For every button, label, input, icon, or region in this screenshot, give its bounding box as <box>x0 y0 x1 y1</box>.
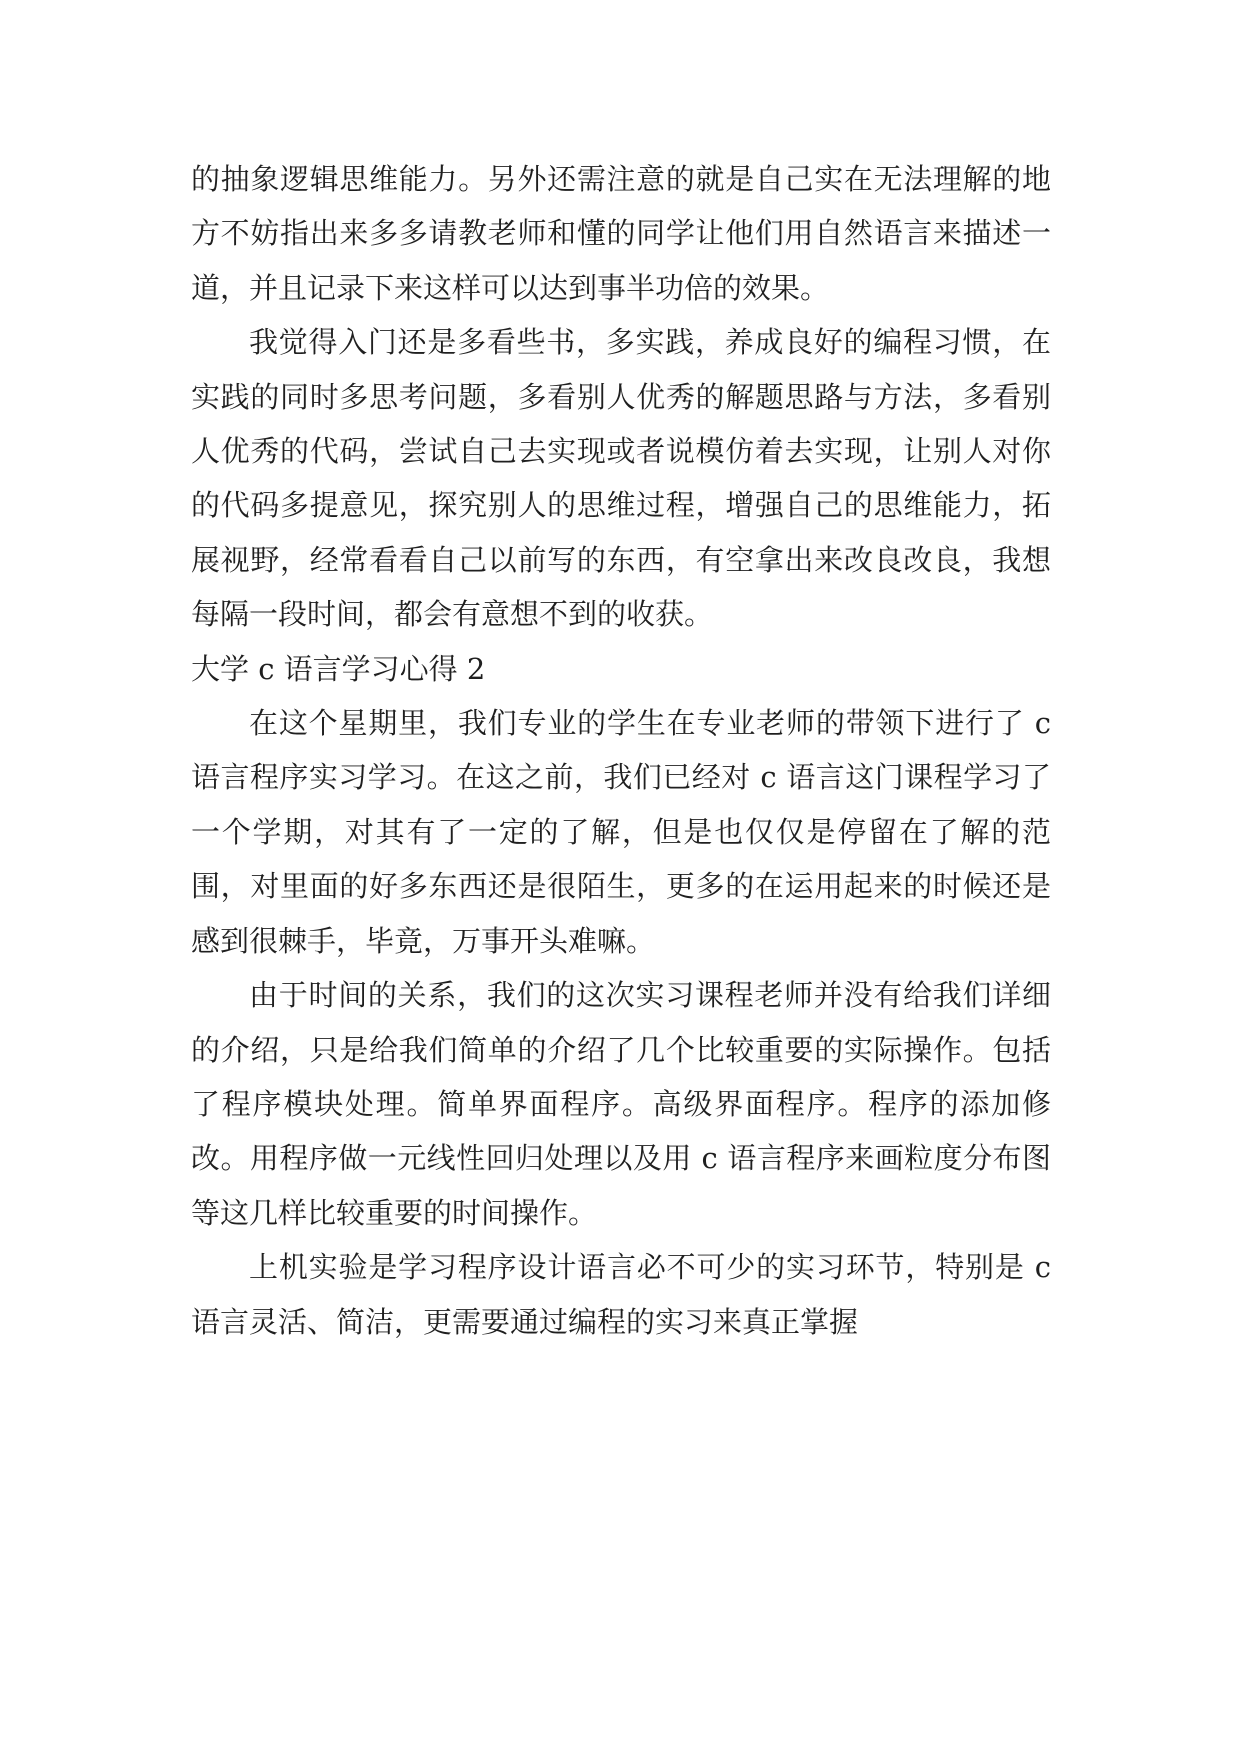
paragraph-4: 由于时间的关系，我们的这次实习课程老师并没有给我们详细的介绍，只是给我们简单的介绍了几个比较重要的实际操作。包括了程序模块处理。简单界面程序。高级界面程序。程序的添加修改。用程序做一元线性回归处理以及用 c 语言程序来画粒度分布图等这几样比较重要的时间操作。 <box>191 978 1051 1230</box>
paragraph-1: 的抽象逻辑思维能力。另外还需注意的就是自己实在无法理解的地方不妨指出来多多请教老师和懂的同学让他们用自然语言来描述一道，并且记录下来这样可以达到事半功倍的效果。 <box>191 162 1051 305</box>
paragraph-5: 上机实验是学习程序设计语言必不可少的实习环节，特别是 c 语言灵活、简洁，更需要通过编程的实习来真正掌握 <box>191 1250 1051 1339</box>
paragraph-2: 我觉得入门还是多看些书，多实践，养成良好的编程习惯，在实践的同时多思考问题，多看别人优秀的解题思路与方法，多看别人优秀的代码，尝试自己去实现或者说模仿着去实现，让别人对你的代码多提意见，探究别人的思维过程，增强自己的思维能力，拓展视野，经常看看自己以前写的东西，有空拿出来改良改良，我想每隔一段时间，都会有意想不到的收获。 <box>191 325 1051 632</box>
document-body <box>191 152 1051 1349</box>
section-heading: 大学 c 语言学习心得 2 <box>191 651 486 686</box>
paragraph-3: 在这个星期里，我们专业的学生在专业老师的带领下进行了 c 语言程序实习学习。在这之前，我们已经对 c 语言这门课程学习了一个学期，对其有了一定的了解，但是也仅仅是停留在了解的范围，对里面的好多东西还是很陌生，更多的在运用起来的时候还是感到很棘手，毕竟，万事开头难嘛。 <box>191 706 1051 958</box>
